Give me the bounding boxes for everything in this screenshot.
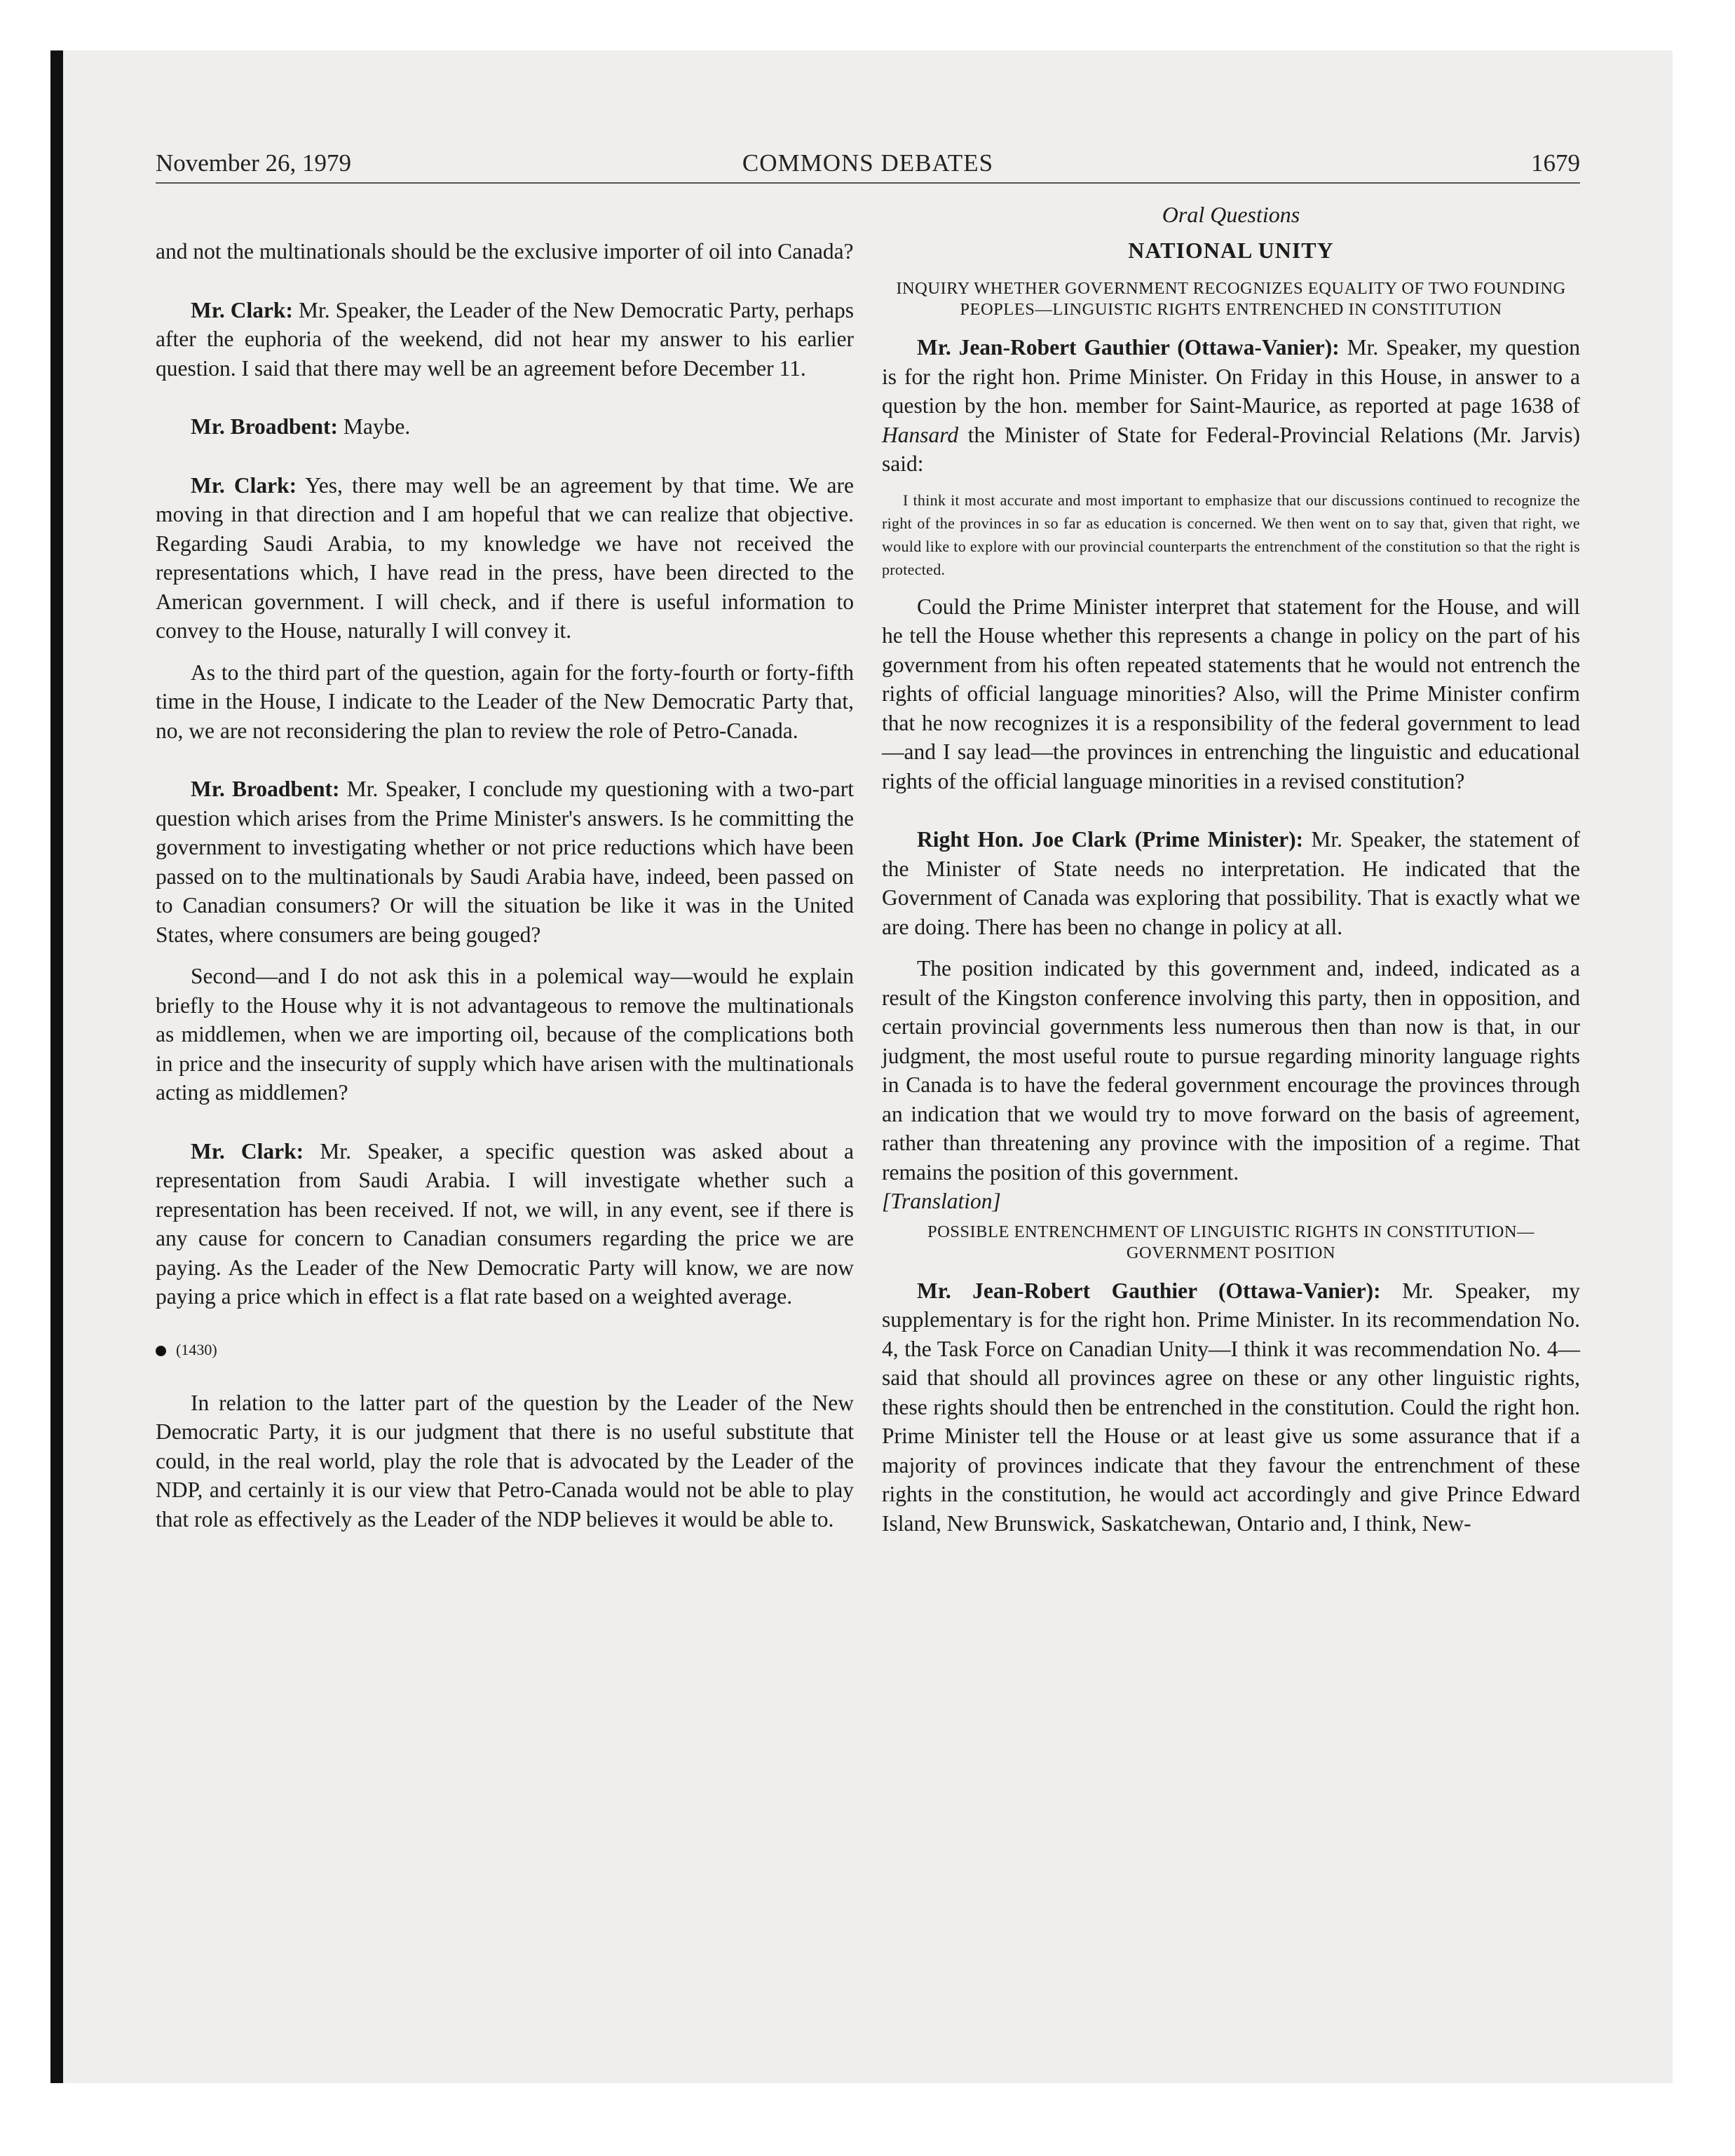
- header-title: COMMONS DEBATES: [742, 149, 994, 177]
- subheading-1: INQUIRY WHETHER GOVERNMENT RECOGNIZES EQUALITY OF TWO FOUNDING PEOPLES—LINGUISTIC RIGHTS ENTRENCHED IN CONSTITUTION: [896, 279, 1566, 319]
- speaker-name: Mr. Jean-Robert Gauthier (Ottawa-Vanier):: [917, 335, 1340, 360]
- speech-text: Mr. Speaker, my supplementary is for the right hon. Prime Minister. In its recommendation No. 4, the Task Force on Canadian Unity—I think it was recommendation No. 4—said that should all provinces agree on these or any other linguistic rights, these rights should then be entrenched in the constitution. Could the right hon. Prime Minister tell the House or at least give us some assurance that if a majority of provinces indicate that they favour the entrenchment of these rights in the constitution, he would act accordingly and give Prince Edward Island, New Brunswick, Saskatchewan, Ontario and, I think, New-: [882, 1278, 1580, 1536]
- left-paragraph-9: In relation to the latter part of the question by the Leader of the New Democratic Party, it is our judgment that there is no useful substitute that could, in the real world, play the role that is advocated by the Leader of the NDP, and certainly it is our view that Petro-Canada would not be able to play that role as effectively as the Leader of the NDP believes it would be able to.: [156, 1390, 854, 1531]
- left-paragraph-5: As to the third part of the question, again for the forty-fourth or forty-fifth time in the House, I indicate to the Leader of the New Democratic Party that, no, we are not reconsidering the plan to review the role of Petro-Canada.: [156, 660, 854, 743]
- left-paragraph-2: [156, 296, 854, 383]
- time-marker-text: (1430): [176, 1340, 217, 1358]
- speech-text: the Minister of State for Federal-Provincial Relations (Mr. Jarvis) said:: [882, 422, 1580, 476]
- right-paragraph-3: [882, 825, 1580, 941]
- speaker-name: Mr. Clark:: [191, 472, 297, 498]
- speech-text: Mr. Speaker, my question is for the right hon. Prime Minister. On Friday in this House, in answer to a question by the hon. member for Saint-Maurice, as reported at page 1638 of: [882, 335, 1580, 418]
- speaker-name: Mr. Clark:: [191, 1138, 304, 1164]
- speaker-name: Right Hon. Joe Clark (Prime Minister):: [917, 827, 1304, 852]
- binding-edge: [50, 50, 63, 2083]
- hansard-reference: Hansard: [882, 422, 959, 447]
- section-title: NATIONAL UNITY: [1128, 238, 1334, 263]
- speaker-name: Mr. Jean-Robert Gauthier (Ottawa-Vanier):: [917, 1278, 1381, 1303]
- left-paragraph-1: and not the multinationals should be the exclusive importer of oil into Canada?: [156, 239, 854, 264]
- header-page-number: 1679: [1531, 149, 1580, 177]
- left-paragraph-3: [156, 412, 854, 442]
- speech-text: Mr. Speaker, the Leader of the New Democratic Party, perhaps after the euphoria of the weekend, did not hear my answer to his earlier question. I said that there may well be an agreement before December 11.: [156, 297, 855, 381]
- left-paragraph-7: Second—and I do not ask this in a polemical way—would he explain briefly to the House why it is not advantageous to remove the multinationals as middlemen, when we are importing oil, because of the complications both in price and the insecurity of supply which have arisen with the multinationals acting as middlemen?: [156, 964, 854, 1105]
- speaker-name: Mr. Broadbent:: [191, 777, 340, 801]
- left-column: [156, 237, 854, 1534]
- right-paragraph-1: [882, 333, 1580, 479]
- speech-text: Yes, there may well be an agreement by that time. We are moving in that direction and I am hopeful that we can realize that objective. Regarding Saudi Arabia, to my knowledge we have not received the representations which, I have read in the press, have been directed to the American government. I will check, and if there is useful information to convey to the House, naturally I will convey it.: [156, 472, 854, 643]
- speech-text: Mr. Speaker, a specific question was asked about a representation from Saudi Arabia. I will investigate whether such a representation has been received. If not, we will, in any event, see if there is any cause for concern to Canadian consumers regarding the price we are paying. As the Leader of the New Democratic Party will know, we are now paying a price which in effect is a flat rate based on a weighted average.: [156, 1138, 854, 1309]
- translation-label: [Translation]: [882, 1189, 1001, 1213]
- speech-text: Maybe.: [338, 414, 411, 439]
- block-quote: I think it most accurate and most important to emphasize that our discussions continued to recognize the right of the provinces in so far as education is concerned. We then went on to say that, given that right, we would like to explore with our provincial counterparts the entrenchment of the constitution so that the right is protected.: [882, 491, 1580, 578]
- speech-text: Mr. Speaker, the statement of the Minister of State needs no interpretation. He indicated that the Government of Canada was exploring that possibility. That is exactly what we are doing. There has been no change in policy at all.: [882, 827, 1580, 939]
- header-rule: [156, 182, 1580, 184]
- left-paragraph-8: [156, 1137, 854, 1311]
- header-date: November 26, 1979: [156, 149, 351, 177]
- right-paragraph-5: [882, 1276, 1580, 1538]
- right-column: [882, 200, 1580, 1538]
- right-paragraph-2: Could the Prime Minister interpret that statement for the House, and will he tell the House whether this represents a change in policy on the part of his government from his often repeated statements that he would not entrench the rights of official language minorities? Also, will the Prime Minister confirm that he now recognizes it is a responsibility of the federal government to lead—and I say lead—the provinces in entrenching the linguistic and educational rights of the official language minorities in a revised constitution?: [882, 594, 1580, 793]
- speaker-name: Mr. Broadbent:: [191, 414, 339, 439]
- section-label: Oral Questions: [1162, 202, 1300, 227]
- speech-text: Mr. Speaker, I conclude my questioning with a two-part question which arises from the Prime Minister's answers. Is he committing the government to investigating whether or not price reductions which have been passed on to the multinationals by Saudi Arabia have, indeed, been passed on to Canadian consumers? Or will the situation be like it was in the United States, where consumers are being gouged?: [156, 777, 855, 947]
- bullet-icon: [156, 1346, 166, 1356]
- running-header: [156, 146, 1580, 181]
- left-paragraph-6: [156, 775, 854, 949]
- speaker-name: Mr. Clark:: [191, 297, 293, 322]
- left-paragraph-4: [156, 471, 854, 646]
- subheading-2: POSSIBLE ENTRENCHMENT OF LINGUISTIC RIGHTS IN CONSTITUTION—GOVERNMENT POSITION: [927, 1222, 1535, 1262]
- right-paragraph-4: The position indicated by this government and, indeed, indicated as a result of the Kingston conference involving this party, then in opposition, and certain provincial governments less numerous then than now is that, in our judgment, the most useful route to pursue regarding minority language rights in Canada is to have the federal government encourage the provinces through an indication that we would try to move forward on the basis of agreement, rather than threatening any province with the imposition of a regime. That remains the position of this government.: [882, 956, 1580, 1185]
- time-marker: [156, 1339, 854, 1360]
